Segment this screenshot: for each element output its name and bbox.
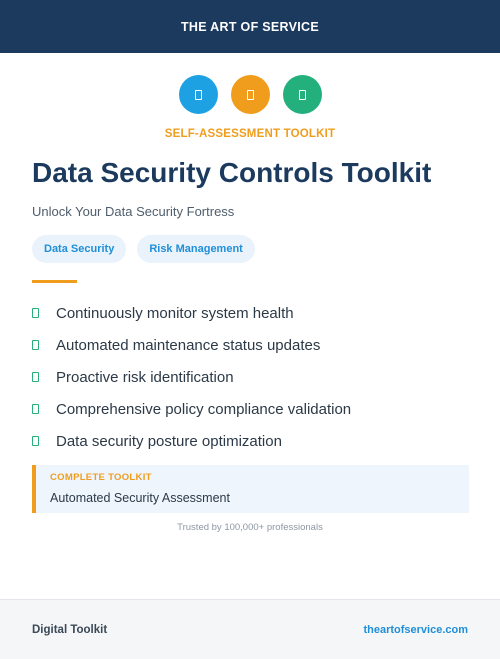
feature-text: Automated maintenance status updates <box>56 336 321 354</box>
tag-risk-management[interactable]: Risk Management <box>137 235 255 263</box>
trust-note: Trusted by 100,000+ professionals <box>177 522 323 533</box>
callout-text: Automated Security Assessment <box>50 491 230 505</box>
accent-divider <box>32 280 77 283</box>
feature-text: Data security posture optimization <box>56 432 282 450</box>
footer <box>0 599 500 659</box>
feature-text: Comprehensive policy compliance validation <box>56 400 352 418</box>
list-item <box>32 425 472 457</box>
list-item <box>32 361 472 393</box>
check-icon <box>32 436 39 446</box>
check-icon <box>32 372 39 382</box>
check-icon <box>32 340 39 350</box>
tag-data-security[interactable]: Data Security <box>32 235 126 263</box>
top-banner <box>0 0 500 53</box>
brand-title: THE ART OF SERVICE <box>180 19 320 34</box>
feature-text: Continuously monitor system health <box>56 304 294 322</box>
website-link[interactable]: theartofservice.com <box>363 623 468 636</box>
list-item <box>32 297 472 329</box>
check-icon <box>32 404 39 414</box>
check-icon <box>32 308 39 318</box>
footer-label: Digital Toolkit <box>32 623 108 636</box>
list-item <box>32 393 472 425</box>
document-icon <box>231 75 270 114</box>
kicker-label: SELF-ASSESSMENT TOOLKIT <box>164 128 336 140</box>
feature-list <box>32 297 472 457</box>
complete-toolkit-callout <box>32 465 469 513</box>
list-item <box>32 329 472 361</box>
page-subtitle: Unlock Your Data Security Fortress <box>32 204 235 219</box>
page-title: Data Security Controls Toolkit <box>32 157 432 188</box>
tag-list <box>32 235 255 263</box>
icon-row <box>0 75 500 114</box>
callout-label: COMPLETE TOOLKIT <box>50 472 152 483</box>
feature-text: Proactive risk identification <box>56 368 234 386</box>
document-icon <box>179 75 218 114</box>
document-icon <box>283 75 322 114</box>
